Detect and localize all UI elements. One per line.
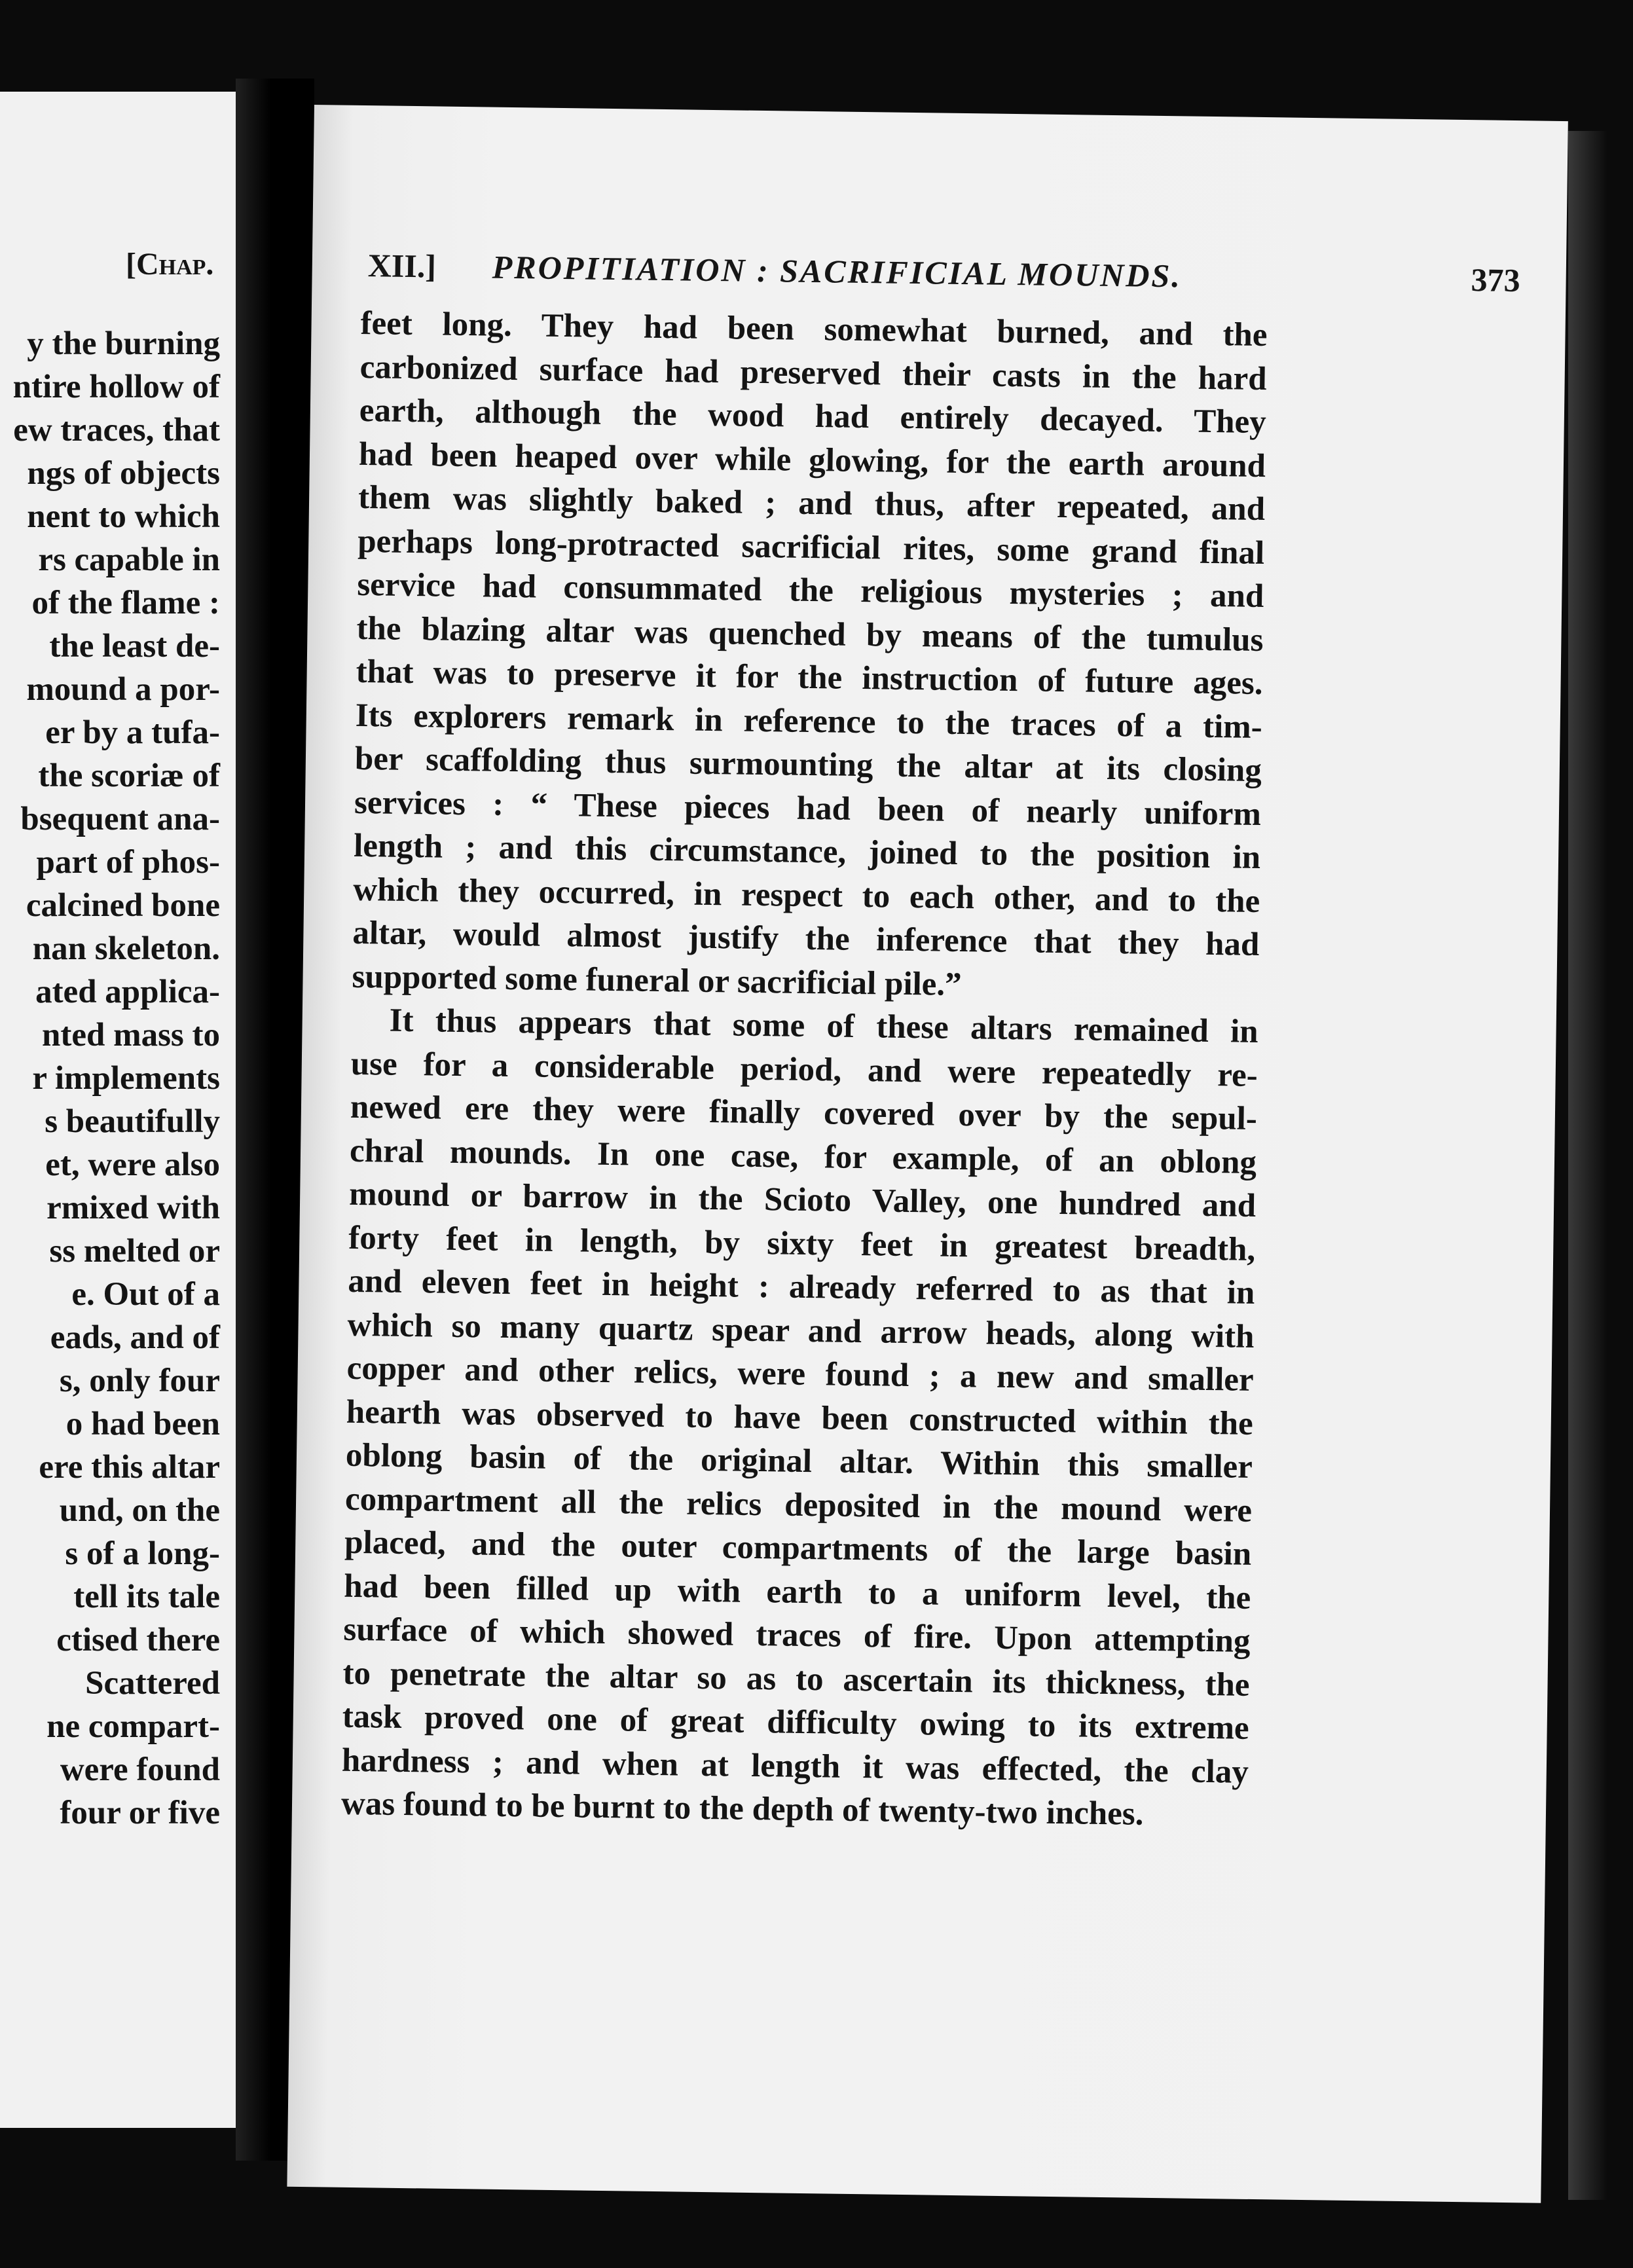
left-page-line: ne compart- bbox=[46, 1708, 220, 1745]
body-line: feet long. They had been somewhat burned, and the bbox=[360, 304, 1268, 354]
left-page-line: ngs of objects bbox=[27, 455, 220, 492]
left-page-line: four or five bbox=[60, 1795, 220, 1831]
body-line: mound or barrow in the Scioto Valley, one hundred and bbox=[348, 1175, 1257, 1224]
body-line: services : “ These pieces had been of nearly uniform bbox=[354, 784, 1262, 833]
left-page-line: of the flame : bbox=[31, 585, 220, 621]
body-line: surface of which showed traces of fire. Upon attempting bbox=[343, 1611, 1251, 1660]
left-page-line: rmixed with bbox=[46, 1190, 220, 1226]
chapter-reference: XII.] bbox=[367, 247, 437, 285]
left-page-line: nan skeleton. bbox=[32, 930, 220, 967]
left-page-line: und, on the bbox=[59, 1492, 220, 1529]
body-line: use for a considerable period, and were repeatedly re- bbox=[350, 1045, 1258, 1094]
body-line: length ; and this circumstance, joined to the position in bbox=[353, 827, 1261, 877]
page-edge-shadow bbox=[1568, 131, 1607, 2200]
body-line: and eleven feet in height : already referred to as that in bbox=[348, 1262, 1255, 1311]
page-number: 373 bbox=[1471, 261, 1521, 299]
body-line: task proved one of great difficulty owing to its extreme bbox=[342, 1698, 1250, 1747]
left-page-line: ew traces, that bbox=[13, 412, 220, 448]
left-page-line: the least de- bbox=[49, 628, 220, 665]
body-line: It thus appears that some of these altars remained in bbox=[389, 1002, 1258, 1050]
body-line: placed, and the outer compartments of the large basin bbox=[344, 1524, 1252, 1573]
body-line: compartment all the relics deposited in the mound were bbox=[344, 1480, 1253, 1529]
body-line: copper and other relics, were found ; a new and smaller bbox=[346, 1349, 1254, 1399]
left-page-line: r implements bbox=[32, 1060, 220, 1097]
left-page-line: part of phos- bbox=[36, 844, 220, 881]
left-page-line: ctised there bbox=[56, 1622, 220, 1658]
body-line: had been heaped over while glowing, for the earth around bbox=[358, 435, 1266, 485]
left-page-line: the scoriæ of bbox=[38, 758, 220, 794]
body-line: which so many quartz spear and arrow heads, along with bbox=[347, 1306, 1255, 1355]
body-line: chral mounds. In one case, for example, of an oblong bbox=[349, 1132, 1257, 1181]
body-line: perhaps long-protracted sacrificial rites, some grand final bbox=[357, 522, 1265, 572]
body-line: oblong basin of the original altar. Within this smaller bbox=[345, 1436, 1253, 1486]
running-title: PROPITIATION : SACRIFICIAL MOUNDS. bbox=[492, 248, 1183, 295]
body-line: supported some funeral or sacrificial pile.” bbox=[352, 958, 963, 1003]
body-line: earth, although the wood had entirely decayed. They bbox=[359, 392, 1267, 441]
body-line: to penetrate the altar so as to ascertain its thickness, the bbox=[342, 1655, 1250, 1704]
left-page-line: nted mass to bbox=[41, 1017, 220, 1053]
left-page-line: nent to which bbox=[27, 498, 220, 535]
left-page-line: tell its tale bbox=[73, 1579, 220, 1615]
left-page-line: calcined bone bbox=[26, 887, 220, 924]
left-page-line: s beautifully bbox=[45, 1103, 220, 1140]
body-line: altar, would almost justify the inference that they had bbox=[352, 914, 1260, 964]
left-page-line: ere this altar bbox=[39, 1449, 220, 1486]
left-page-line: s, only four bbox=[59, 1363, 220, 1399]
body-line: carbonized surface had preserved their casts in the hard bbox=[359, 348, 1268, 397]
left-page-line: bsequent ana- bbox=[20, 801, 220, 837]
left-page-line: y the burning bbox=[27, 325, 220, 362]
left-page-line: ntire hollow of bbox=[12, 369, 220, 405]
body-line: service had consummated the religious mysteries ; and bbox=[357, 566, 1264, 615]
body-line: newed ere they were finally covered over by the sepul- bbox=[350, 1088, 1258, 1137]
body-line: hardness ; and when at length it was effected, the clay bbox=[341, 1742, 1249, 1791]
body-line: forty feet in length, by sixty feet in greatest breadth, bbox=[348, 1219, 1256, 1268]
body-line: that was to preserve it for the instruction of future ages. bbox=[356, 653, 1263, 703]
left-page-line: ated applica- bbox=[35, 974, 220, 1010]
page-373 bbox=[287, 105, 1568, 2203]
left-page-line: er by a tufa- bbox=[45, 714, 220, 751]
facing-page-left bbox=[0, 92, 236, 2128]
body-text bbox=[341, 302, 1268, 1837]
body-line: the blazing altar was quenched by means of the tumulus bbox=[356, 610, 1264, 659]
left-page-line: e. Out of a bbox=[71, 1276, 220, 1313]
left-page-line: rs capable in bbox=[38, 541, 220, 578]
body-line: hearth was observed to have been constructed within the bbox=[346, 1393, 1254, 1442]
body-line: was found to be burnt to the depth of twenty-two inches. bbox=[340, 1785, 1144, 1833]
left-page-line: Scattered bbox=[85, 1665, 220, 1702]
left-page-line: et, were also bbox=[45, 1146, 220, 1183]
body-line: ber scaffolding thus surmounting the altar at its closing bbox=[354, 740, 1262, 790]
left-page-line: were found bbox=[60, 1751, 220, 1788]
left-page-line: eads, and of bbox=[50, 1319, 220, 1356]
left-page-line: ss melted or bbox=[49, 1233, 220, 1270]
body-line: which they occurred, in respect to each other, and to the bbox=[352, 871, 1260, 920]
body-line: had been filled up with earth to a uniform level, the bbox=[344, 1567, 1251, 1617]
body-line: them was slightly baked ; and thus, after repeated, and bbox=[358, 479, 1266, 528]
left-page-line: o had been bbox=[65, 1406, 220, 1442]
running-head bbox=[367, 246, 1547, 308]
left-page-line: mound a por- bbox=[26, 671, 220, 708]
body-line: Its explorers remark in reference to the traces of a tim- bbox=[355, 697, 1263, 746]
left-page-header: [Chap. bbox=[126, 247, 214, 282]
left-page-line: s of a long- bbox=[65, 1535, 220, 1572]
